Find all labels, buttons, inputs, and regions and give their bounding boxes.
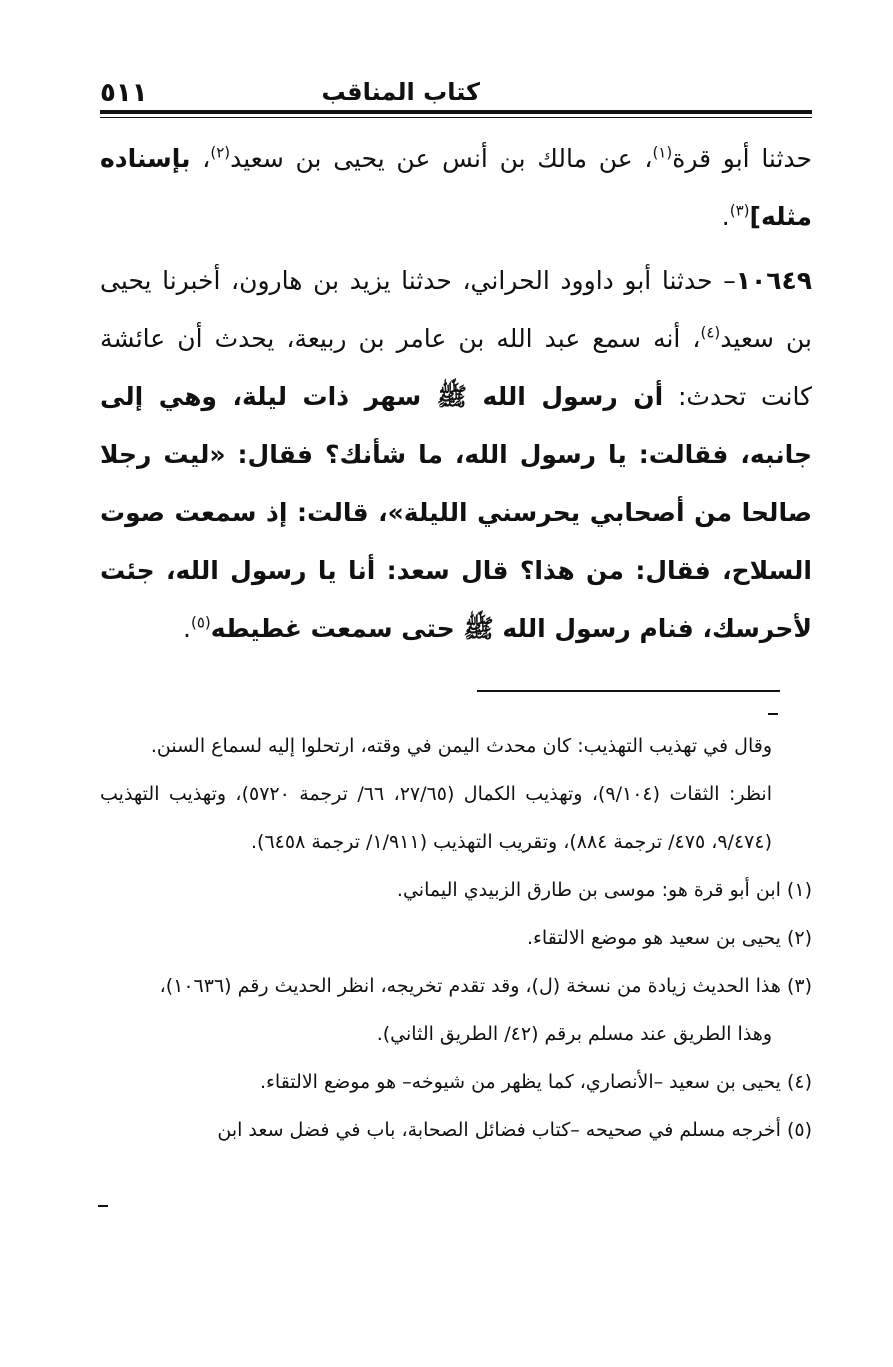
page-header	[100, 78, 810, 106]
footnote-ref-5[interactable]: (٥)	[191, 613, 211, 632]
footnote-5: (٥) أخرجه مسلم في صحيحه –كتاب فضائل الصحابة، باب في فضل سعد ابن	[217, 1119, 812, 1141]
hadith-number: ١٠٦٤٩	[735, 266, 812, 295]
footnote-carryover-2: انظر: الثقات (٩/١٠٤)، وتهذيب الكمال (٢٧/٦٥، ٦٦/ ترجمة ٥٧٢٠)، وتهذيب التهذيب (٩/٤٧٤، ٤٧٥/ ترجمة ٨٨٤)، وتقريب التهذيب (١/٩١١/ ترجمة ٦٤٥٨).	[100, 783, 772, 853]
footnote-2: (٢) يحيى بن سعيد هو موضع الالتقاء.	[526, 927, 812, 949]
footnote-ref-2[interactable]: (٢)	[210, 143, 231, 162]
text-run: ،	[190, 144, 211, 173]
footnote-separator	[477, 690, 780, 692]
text-run: .	[721, 202, 730, 231]
footnote-1: (١) ابن أبو قرة هو: موسى بن طارق الزبيدي اليماني.	[396, 879, 812, 901]
text-run: حدثنا أبو قرة	[672, 144, 813, 173]
continuation-mark-bottom	[98, 1205, 108, 1207]
continuation-mark-top	[768, 713, 778, 715]
running-title: كتاب المناقب	[321, 78, 480, 106]
paragraph-1	[100, 130, 812, 246]
footnote-4: (٤) يحيى بن سعيد –الأنصاري، كما يظهر من شيوخه– هو موضع الالتقاء.	[259, 1071, 812, 1093]
bold-text: بإسناده مثله]	[100, 144, 812, 231]
page-number: ٥١١	[100, 78, 148, 108]
footnote-3: (٣) هذا الحديث زيادة من نسخة (ل)، وقد تقدم تخريجه، انظر الحديث رقم (١٠٦٣٦)،	[159, 975, 812, 997]
footnote-ref-3[interactable]: (٣)	[729, 201, 750, 220]
paragraph-2	[100, 252, 812, 658]
header-rule-thick	[100, 110, 812, 114]
text-run: – حدثنا أبو داوود الحراني، حدثنا يزيد بن هارون، أخبرنا يحيى بن سعيد	[100, 266, 812, 353]
main-text	[100, 130, 812, 658]
footnote-ref-4[interactable]: (٤)	[700, 323, 721, 342]
text-run: .	[183, 614, 191, 643]
text-run: ، أنه سمع عبد الله بن عامر بن ربيعة، يحدث أن عائشة كانت تحدث:	[100, 324, 812, 411]
footnote-3-continuation: وهذا الطريق عند مسلم برقم (٤٢/ الطريق الثاني).	[376, 1023, 772, 1045]
header-rule-thin	[100, 117, 812, 118]
footnote-carryover-1: وقال في تهذيب التهذيب: كان محدث اليمن في وقته، ارتحلوا إليه لسماع السنن.	[150, 735, 772, 757]
bold-text: أن رسول الله ﷺ سهر ذات ليلة، وهي إلى جانبه، فقالت: يا رسول الله، ما شأنك؟ فقال: «ليت رجلا صالحا من أصحابي يحرسني الليلة»، قالت: إذ سمعت صوت السلاح، فقال: من هذا؟ قال سعد: أنا يا رسول الله، جئت لأحرسك، فنام رسول الله ﷺ حتى سمعت غطيطه	[100, 382, 812, 643]
footnote-ref-1[interactable]: (١)	[652, 143, 673, 162]
footnotes	[100, 722, 812, 1154]
text-run: ، عن مالك بن أنس عن يحيى بن سعيد	[230, 144, 653, 173]
